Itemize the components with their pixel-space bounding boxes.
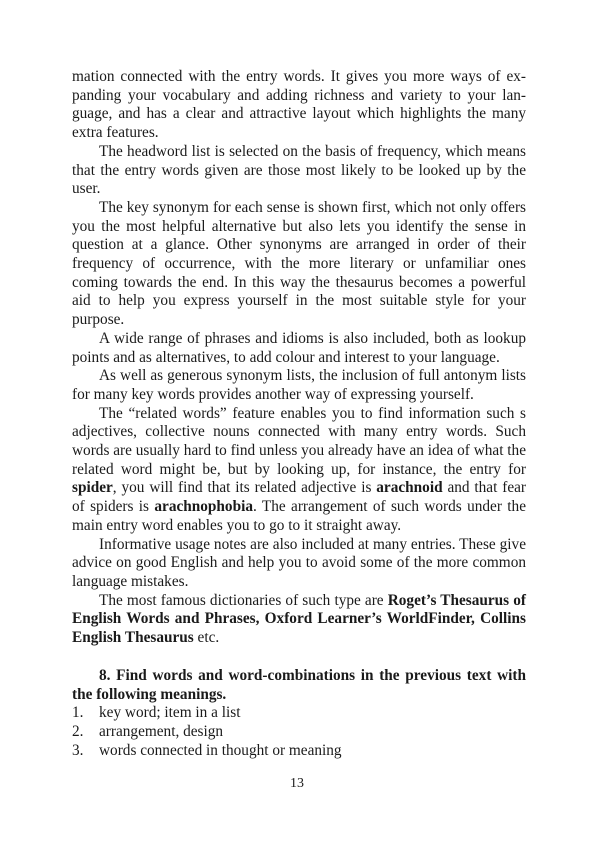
bold-term: Roget’s Thesaurus of English Words and Phrases, Oxford Learner’s WorldFinder, Collins English Thesaurus: [72, 591, 526, 647]
text-run: The most famous dictionaries of such type are: [99, 591, 388, 609]
text-run: . The arrangement of such words under the main entry word enables you to go to it straight away.: [72, 498, 526, 534]
list-item: [72, 704, 526, 723]
paragraph: [72, 68, 526, 143]
text-run: etc.: [193, 629, 220, 647]
list-item-text: key word; item in a list: [99, 704, 241, 722]
text-run: The headword list is selected on the basis of frequency, which means that the entry words given are those most likely to be looked up by the user.: [72, 142, 526, 198]
exercise-heading: 8. Find words and word-combinations in the previous text with the following meanings.: [72, 666, 526, 703]
text-run: The key synonym for each sense is shown first, which not only offers you the most helpful alternative but also lets you identify the sense in question at a glance. Other synonyms are arranged in order of their frequency of occurrence, with the more literary or unfamiliar ones coming towards the end. In this way the thesaurus becomes a powerful aid to help you express yourself in the most suitable style for your purpose.: [72, 198, 526, 329]
paragraph: [72, 536, 526, 592]
text-run: , you will find that its related adjective is: [112, 479, 377, 497]
list-item: [72, 723, 526, 742]
bold-term: arachnoid: [376, 479, 443, 497]
text-run: and that fear of spiders is: [72, 479, 526, 516]
paragraph: [72, 592, 526, 648]
paragraph: [72, 367, 526, 404]
paragraph: [72, 405, 526, 536]
paragraph: [72, 199, 526, 330]
text-run: mation connected with the entry words. It gives you more ways of expanding your vocabulary and adding richness and variety to your language, and has a clear and attractive layout which highlights the many extra features.: [72, 68, 526, 142]
bold-term: spider: [72, 479, 113, 497]
exercise-list: [72, 704, 526, 760]
bold-term: arachnophobia: [154, 498, 253, 516]
paragraph: [72, 330, 526, 367]
list-item-text: words connected in thought or meaning: [99, 741, 342, 759]
list-item-text: arrangement, design: [99, 722, 224, 740]
list-item: [72, 742, 526, 761]
page-content: [72, 68, 526, 760]
text-run: A wide range of phrases and idioms is also included, both as lookup points and as alternatives, to add colour and interest to your language.: [72, 329, 526, 366]
section-gap: [72, 648, 526, 667]
list-item-number: 1.: [72, 704, 84, 722]
page-number: 13: [290, 776, 304, 791]
list-item-number: 2.: [72, 722, 84, 740]
paragraph: [72, 143, 526, 199]
text-run: As well as generous synonym lists, the inclusion of full antonym lists for many key words provides another way of expressing yourself.: [72, 367, 526, 403]
text-run: The “related words” feature enables you to find information such s adjectives, collective nouns connected with many entry words. Such words are usually hard to find unless you already have an idea of what the related word might be, but by looking up, for instance, the entry for: [72, 404, 526, 478]
body-text: [72, 68, 526, 648]
text-run: Informative usage notes are also included at many entries. These give advice on good English and help you to avoid some of the more common language mistakes.: [72, 535, 526, 590]
list-item-number: 3.: [72, 741, 84, 759]
